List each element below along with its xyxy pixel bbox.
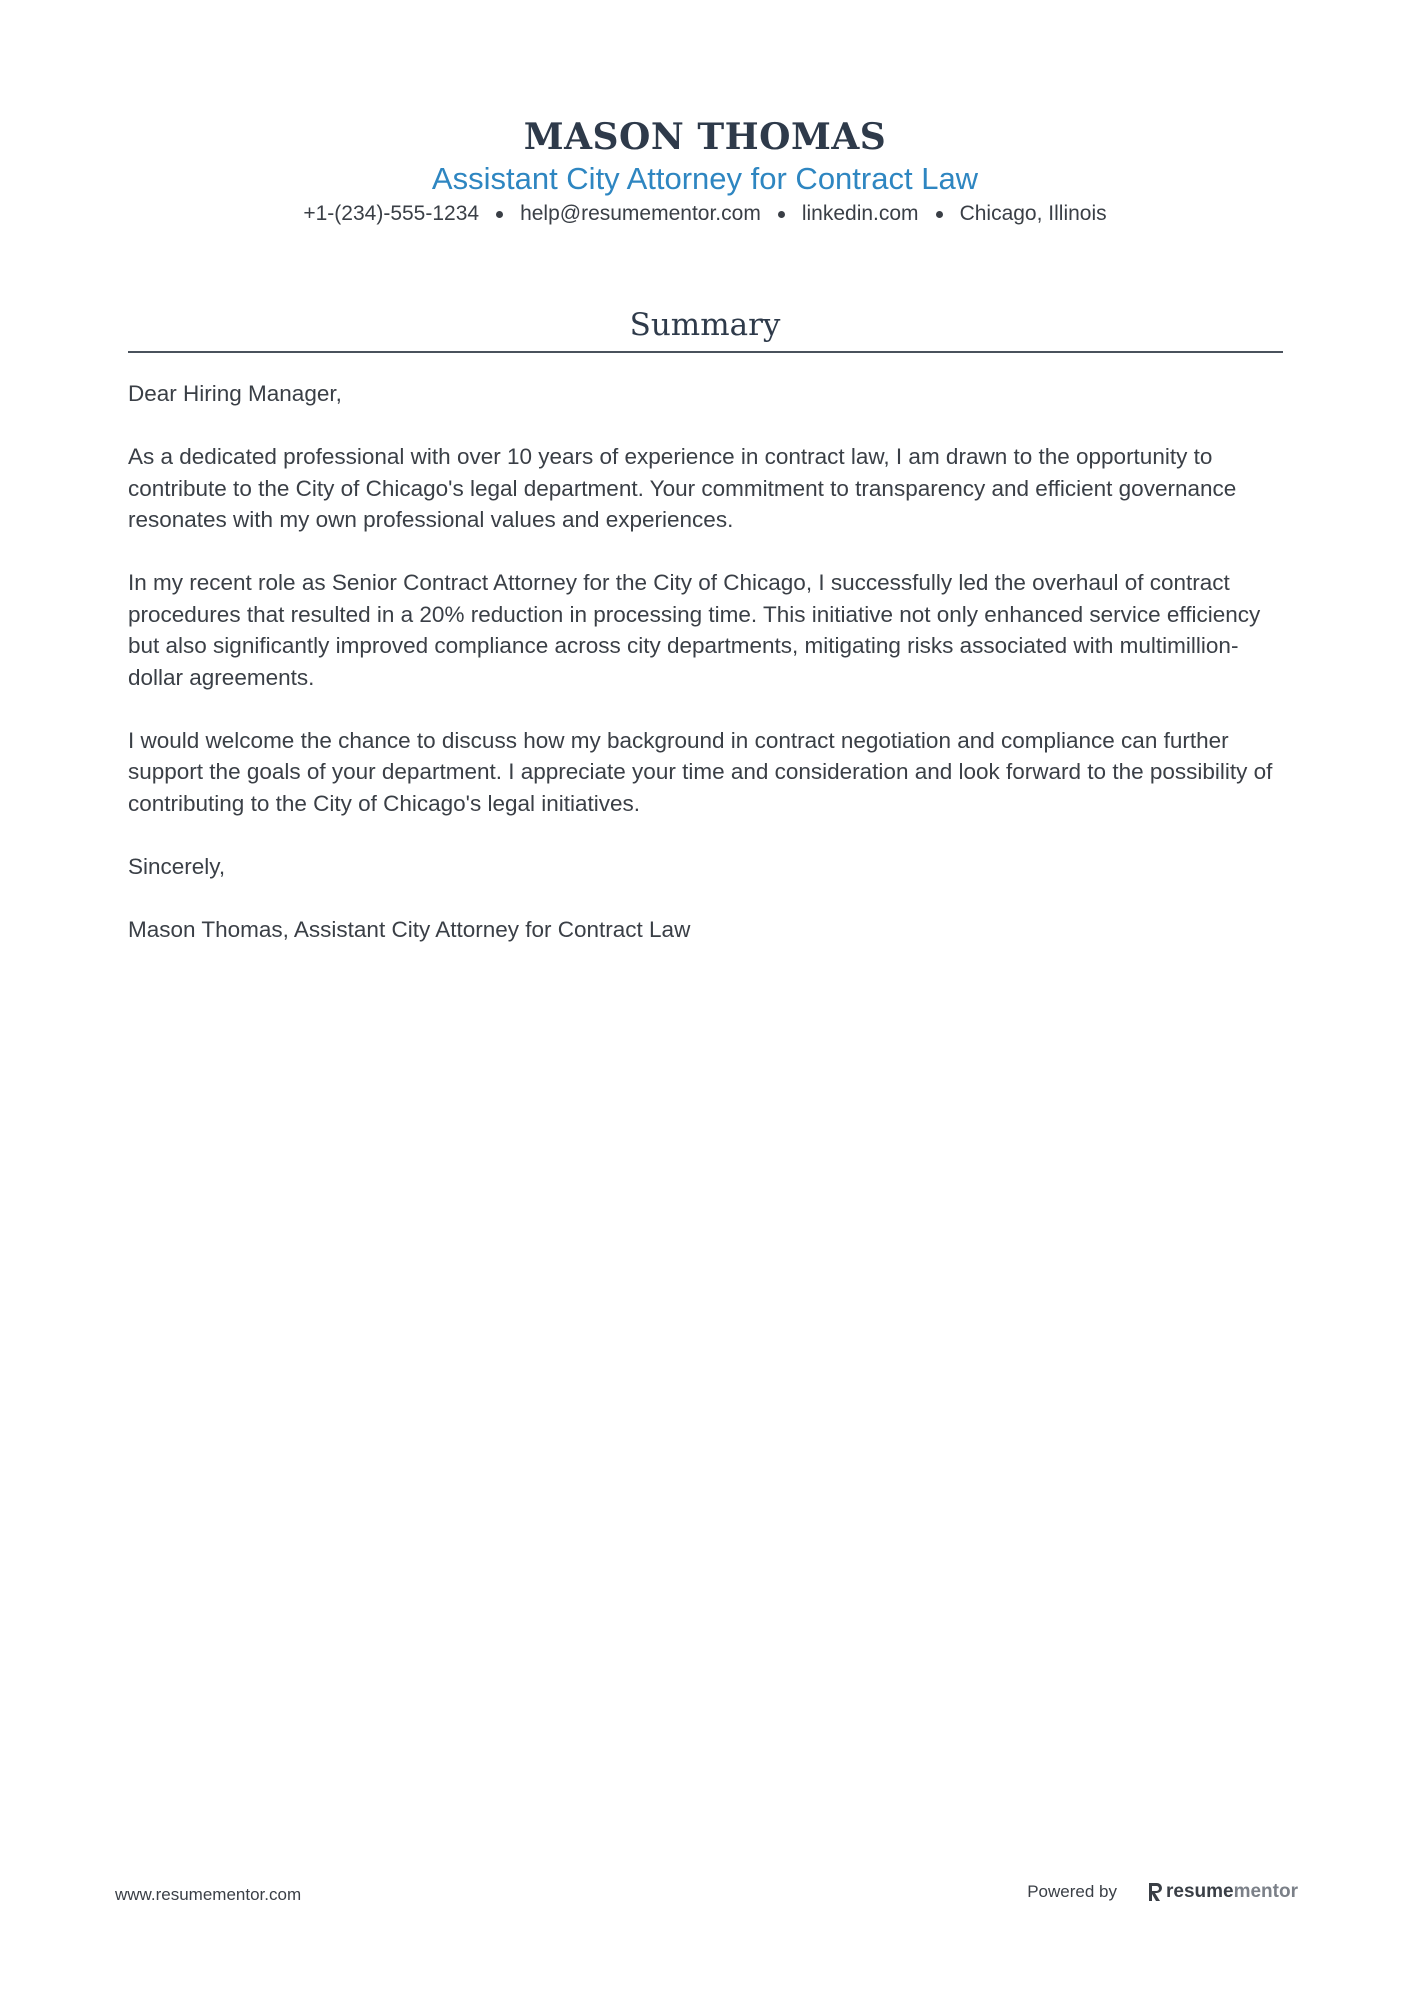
letter-paragraph: As a dedicated professional with over 10 years of experience in contract law, I am drawn to the opportunity to contribute to the City of Chicago's legal department. Your commitment to transparency and efficient governance resonates with my own professional values and experiences. xyxy=(128,444,1237,532)
contact-line xyxy=(0,200,1410,228)
contact-linkedin: linkedin.com xyxy=(801,202,919,225)
footer-branding xyxy=(1027,1880,1298,1904)
section-title: Summary xyxy=(629,307,781,343)
brand-name-light: mentor xyxy=(1233,1881,1298,1902)
bullet-separator xyxy=(778,211,785,218)
contact-email: help@resumementor.com xyxy=(520,202,761,225)
letter-paragraph: In my recent role as Senior Contract Attorney for the City of Chicago, I successfully led the overhaul of contract procedures that resulted in a 20% reduction in processing time. This initiative not only enhanced service efficiency but also significantly improved compliance across city departments, mitigating risks associated with multimillion-dollar agreements. xyxy=(128,570,1261,690)
bullet-separator xyxy=(496,211,503,218)
letter-body xyxy=(128,378,1288,977)
letter-closing: Sincerely, xyxy=(128,853,226,879)
resumementor-logo-icon xyxy=(1147,1881,1163,1903)
bullet-separator xyxy=(936,211,943,218)
header xyxy=(0,115,1410,228)
powered-by-label: Powered by xyxy=(1027,1882,1117,1901)
footer-website[interactable]: www.resumementor.com xyxy=(115,1885,302,1904)
candidate-role: Assistant City Attorney for Contract Law xyxy=(431,161,979,196)
brand-logo[interactable] xyxy=(1147,1880,1298,1904)
contact-location: Chicago, Illinois xyxy=(959,202,1107,225)
letter-signature: Mason Thomas, Assistant City Attorney for Contract Law xyxy=(128,916,691,942)
brand-name-bold: resume xyxy=(1165,1881,1234,1902)
contact-phone: +1-(234)-555-1234 xyxy=(303,202,480,225)
letter-paragraph: I would welcome the chance to discuss how my background in contract negotiation and compliance can further support the goals of your department. I appreciate your time and consideration and look forward to the possibility of contributing to the City of Chicago's legal initiatives. xyxy=(128,727,1273,816)
candidate-name: MASON THOMAS xyxy=(523,116,887,158)
section-divider xyxy=(128,351,1283,353)
letter-greeting: Dear Hiring Manager, xyxy=(128,381,342,406)
